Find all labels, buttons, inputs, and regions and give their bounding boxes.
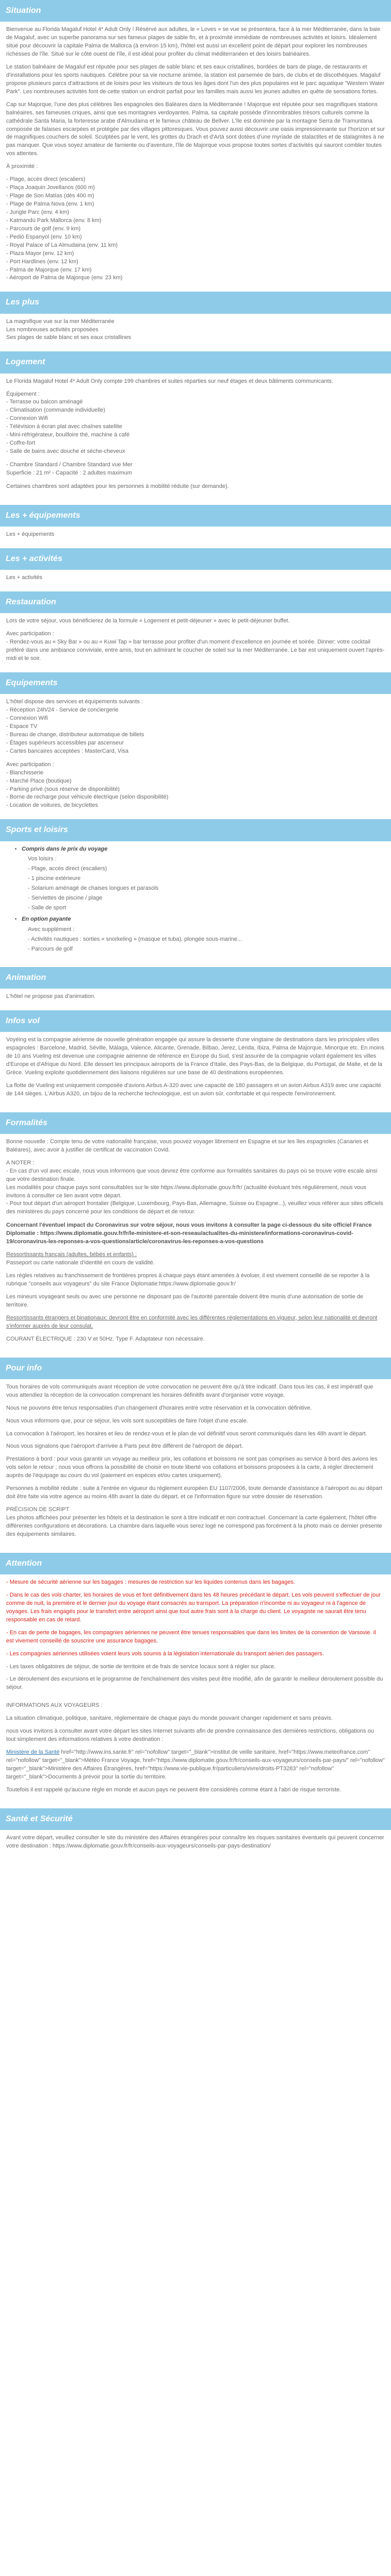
pour-info-para: Nous vous informons que, pour ce séjour, les vols sont susceptibles de faire l'objet d'une escale. bbox=[6, 1417, 248, 1424]
section-header-sante-securite: Santé et Sécurité bbox=[0, 1808, 391, 1830]
situation-intro: Bienvenue au Florida Magaluf Hotel 4* Adult Only ! Résérvé aux adultes, le « Loves » se vue se présentera, face à la mer Méditerranée, dans la baie de Magaluf, avec un superbe panorama sur ses fameux plages de sable fin, et à proximité immédiate de nombreuses activités et loisirs. Idéalement situé pour découvrir la capitale Palma de Mallorca (à environ 15 km), l'hôtel est aussi un excellent point de départ pour explorer les nombreuses richesses de l'île. Situé sur le côté ouest de l'île, il est idéal pour profiter du climat méditerranéen et des loisirs balnéaires. bbox=[6, 26, 381, 57]
equip-item: - Télévision à écran plat avec chaînes satellite bbox=[6, 423, 122, 430]
sports-item: - Salle de sport bbox=[28, 905, 66, 911]
formalites-mineurs: Les mineurs voyageant seuls ou avec une personne ne disposant pas de l'autorité parentale doivent être munis d'une autorisation de sortie de territoire. bbox=[6, 1293, 364, 1308]
section-header-pour-info: Pour info bbox=[0, 1358, 391, 1379]
nearby-item: - Palma de Majorque (env. 17 km) bbox=[6, 266, 92, 273]
formalites-noter-item: Les modalités pour chaque pays sont consultables sur le site https://www.diplomatie.gouv.fr/fr/ (actualité évoluant très régulièrement, nous vous invitons à consulter ce lien avant votre départ. bbox=[6, 1184, 367, 1199]
sports-group-label: Compris dans le prix du voyage bbox=[22, 845, 108, 852]
formalites-covid: Concernant l'éventuel impact du Coronavirus sur votre séjour, nous vous invitons à consulter la page ci-dessous du site officiel France Diplomatie : https://www.diplomatie.gouv.fr/fr/le-ministere-et-son-reseau/actualites-du-ministere/informations-coronavirus-covid-19/coronavirus-les-reponses-a-vos-questions/article/coronavirus-les-reponses-a-vos-questions bbox=[6, 1222, 372, 1245]
pour-info-para: Nous vous signalons que l'aéroport d'arrivée à Paris peut être différent de l'aéroport de départ. bbox=[6, 1443, 243, 1450]
nearby-list bbox=[6, 176, 385, 282]
section-plus-equipements bbox=[0, 505, 391, 548]
plus-item: Les nombreuses activités proposées bbox=[6, 326, 99, 333]
section-header-restauration: Restauration bbox=[0, 591, 391, 613]
sports-item: - Plage, accès direct (escaliers) bbox=[28, 866, 107, 872]
section-pour-info bbox=[0, 1358, 391, 1553]
attention-links bbox=[6, 1749, 385, 1782]
formalites-courant: COURANT ÉLECTRIQUE : 230 V et 50Hz. Type F. Adaptateur non nécessaire. bbox=[6, 1335, 205, 1342]
formalites-ressort-label: Ressortissants français (adultes, bébés et enfants) : bbox=[6, 1251, 137, 1258]
section-header-formalites: Formalités bbox=[0, 1112, 391, 1134]
section-equipements bbox=[0, 672, 391, 819]
restauration-bar: - Rendez-vous au « Sky Bar » ou au « Kuwi Tap » bar terrasse pour profiter d'un moment d'excellence en journée et soirée. Dinner: votre cocktail préféré dans une ambiance conviviale, entre amis, tout en admirant le coucher de soleil sur la mer Méditerranée. Le bar est uniquement ouvert l'après-midi et le soir. bbox=[6, 639, 385, 662]
section-les-plus bbox=[0, 292, 391, 351]
nearby-item: - Plage, accès direct (escaliers) bbox=[6, 176, 86, 183]
situation-station: Le station balnéaire de Magaluf est réputée pour ses plages de sable blanc et ses eaux cristallines, bordées de bars de plage, de restaurants et d'installations pour les sports nautiques. Célèbre pour sa vie nocturne animée, la station est parsemée de bars, de clubs et de discothèques. Magaluf propose plusieurs parcs d'attractions et de loisirs pour les visiteurs de tous les âges dont l'un des plus populaires est le parc aquatique "Western Water Park". Les nombreuses activités font de cette station un endroit parfait pour les familles mais aussi les jeunes adultes en quête de sensations fortes. bbox=[6, 63, 385, 95]
section-header-sports-loisirs: Sports et loisirs bbox=[0, 819, 391, 841]
equip-item: - Mini-réfrigérateur, bouilloire thé, machine à café bbox=[6, 432, 130, 438]
nearby-item: - Port Hardlines (env. 12 km) bbox=[6, 258, 78, 265]
formalites-rules: Les règles relatives au franchissement de frontières propres à chaque pays étant amenées à évoluer, il est vivement conseillé de se reporter à la rubrique "conseils aux voyageurs" du site France Diplomatie:https://www.diplomatie.gouv.fr/ bbox=[6, 1273, 370, 1287]
formalites-noter-item: - En cas d'un vol avec escale, nous vous informons que vous devrez être conforme aux formalités sanitaires du pays où se trouve votre escale ainsi que votre destination finale. bbox=[6, 1167, 378, 1182]
restauration-avec-label: Avec participation : bbox=[6, 631, 54, 637]
equipement-paid-item: - Parking privé (sous réserve de disponibilité) bbox=[6, 786, 120, 792]
section-logement bbox=[0, 351, 391, 504]
sports-group-label: En option payante bbox=[22, 916, 71, 923]
nearby-item: - Plage de Son Matías (dès 400 m) bbox=[6, 193, 94, 199]
section-header-animation: Animation bbox=[0, 967, 391, 989]
section-sante-securite bbox=[0, 1808, 391, 1865]
equipement-item: - Connexion Wifi bbox=[6, 715, 48, 721]
sports-group-optional bbox=[22, 916, 385, 954]
restauration-intro: Lors de votre séjour, vous bénéficierez de la formule « Logement et petit-déjeuner » avec le petit-déjeuner buffet. bbox=[6, 618, 290, 624]
equip-item: - Terrasse ou balcon aménagé bbox=[6, 399, 83, 405]
attention-plain-item: - Les taxes obligatoires de séjour, de sortie de territoire et de frais de service locaux sont à régler sur place. bbox=[6, 1663, 276, 1670]
equipement-item: - Cartes bancaires acceptées : MasterCard, Visa bbox=[6, 748, 129, 754]
section-header-situation: Situation bbox=[0, 0, 391, 22]
logement-equip-label: Équipement : bbox=[6, 391, 40, 397]
attention-infos-item: nous vous invitons à consulter avant votre départ les sites Internet suivants afin de prendre connaissance des dernières restrictions, obligations ou tout simplement des informations relatives à votre destination : bbox=[6, 1728, 374, 1743]
equipements-intro: L'hôtel dispose des services et équipements suivants : bbox=[6, 699, 143, 705]
attention-red-item: - Les compagnies aériennes utilisées voient leurs vols soumis à la législation internationale du transport aérien des passagers. bbox=[6, 1650, 324, 1657]
logement-note: Certaines chambres sont adaptées pour les personnes à mobilité réduite (sur demande). bbox=[6, 483, 229, 489]
nearby-item: - Katmandú Park Mallorca (env. 8 km) bbox=[6, 217, 102, 224]
nearby-item: - Plaça Joaquin Jovellanos (600 m) bbox=[6, 184, 95, 191]
plus-activites-text: Les + activités bbox=[6, 574, 43, 581]
equip-item: - Climatisation (commande individuelle) bbox=[6, 407, 105, 414]
pour-info-para: Nous ne pouvons être tenus responsables d'un changement d'horaires entre votre réservation et la convocation définitive. bbox=[6, 1404, 312, 1411]
nearby-item: - Plaza Mayor (env. 12 km) bbox=[6, 250, 74, 257]
sports-item: - Serviettes de piscine / plage bbox=[28, 895, 103, 902]
equipement-item: - Réception 24h/24 - Service de conciergerie bbox=[6, 707, 119, 714]
plus-item: Ses plages de sable blanc et ses eaux cristallines bbox=[6, 334, 132, 341]
sports-item: - 1 piscine extérieure bbox=[28, 875, 81, 882]
section-infos-vol bbox=[0, 1010, 391, 1112]
attention-links-text: href="http://www.ins.sante.fr" rel="nofollow" target="_blank">Institut de veille sanitaire, href="https://www.meteofrance.com" rel="nofollow" target="_blank">Météo France Voyage, href="https://www.diplomatie.gouv.fr/fr/conseils-aux-voyageurs/conseils-par-pays/" rel="nofollow" target="_blank">Ministère des Affaires Étrangères, href="https://www.vie-publique.fr/particuliers/vivre/droits-PT3283" rel="nofollow" target="_blank">Documents à prévoir pour la sortie du territoire. bbox=[6, 1749, 385, 1780]
situation-nearby-label: À proximité : bbox=[6, 163, 38, 170]
attention-infos-item: La situation climatique, politique, sanitaire, réglementaire de chaque pays du monde pouvant changer rapidement et sans préavis. bbox=[6, 1715, 333, 1722]
infos-vol-airline: Voyéing est la compagnie aérienne de nouvelle génération engagée qui assure la desserte d'une vingtaine de destinations dans les principales villes espagnoles : Barcelone, Madrid, Séville, Málaga, Valence, Alicante, Grenade, Bilbao, Jerez, Lérida, Ibiza, Palma de Majorque, Minorque etc. En moins de 10 ans Vueling est devenue une compagnie aérienne de référence en Europe du Sud, s'est assurée de la compagnie volant également les villes d'Europe et d'Afrique du Nord. Elle dessert les principaux aéroports de la France d'Italie, des Pays-Bas, de la Belgique, du Portugal, de Malte, et de la Grèce. Vueling exploite quotidiennement des liaisons régulières sur une base de 40 destinations européennes. bbox=[6, 1037, 384, 1076]
attention-infos-label: INFORMATIONS AUX VOYAGEURS : bbox=[6, 1702, 103, 1709]
sports-item: - Solarium aménagé de chaises longues et parasols bbox=[28, 885, 159, 892]
section-formalites bbox=[0, 1112, 391, 1358]
pour-info-para: La convocation à l'aéroport, les horaires et lieu de rendez-vous et le plan de vol définitif vous seront communiqués dans les 48h avant le départ. bbox=[6, 1430, 367, 1437]
section-header-les-plus: Les plus bbox=[0, 292, 391, 313]
section-header-attention: Attention bbox=[0, 1553, 391, 1574]
attention-footer: Toutefois il est rappelé qu'aucune règle en monde et aucun pays ne peuvent être considérés comme étant à l'abri de risque terroriste. bbox=[6, 1786, 341, 1793]
equipement-paid-item: - Marché Place (boutique) bbox=[6, 777, 72, 784]
pour-info-para: Tous horaires de vols communiqués avant réception de votre convocation ne peuvent être qu'à titre indicatif. Dans tous les cas, il est impératif que vous attendiez la réception de la convocation comprenant les horaires définitifs avant d'organiser votre voyage. bbox=[6, 1383, 373, 1398]
pour-info-para: Prestations à bord : pour vous garantir un voyage au meilleur prix, les collations et boissons ne sont pas comprises au service à bord des avions les vols selon le retour ; nous vous offrons la possibilité de choisir en toute liberté vos collations et boissons proposées à la carte, à régler directement auprès de l'équipage au cours du vol (paiement en espèces et/ou cartes uniquement). bbox=[6, 1456, 378, 1479]
nearby-item: - Pedió Espanyol (env. 10 km) bbox=[6, 233, 82, 240]
attention-red-item: - Mesure de sécurité aérienne sur les bagages : mesures de restriction sur les liquides contenus dans les bagages. bbox=[6, 1579, 296, 1585]
equip-item: - Connexion Wifi bbox=[6, 415, 48, 422]
equipement-paid-item: - Borne de recharge pour véhicule électrique (selon disponibilité) bbox=[6, 794, 169, 801]
section-restauration bbox=[0, 591, 391, 672]
sports-group-intro: Vos loisirs : bbox=[28, 856, 57, 862]
section-header-infos-vol: Infos vol bbox=[0, 1010, 391, 1032]
sports-groups bbox=[6, 845, 385, 954]
section-situation bbox=[0, 0, 391, 292]
section-header-equipements: Equipements bbox=[0, 672, 391, 694]
logement-intro: Le Florida Magaluf Hotel 4* Adult Only compte 199 chambres et suites réparties sur neuf étages et deux bâtiments communicants. bbox=[6, 378, 334, 384]
section-header-logement: Logement bbox=[0, 351, 391, 373]
section-header-plus-activites: Les + activités bbox=[0, 548, 391, 570]
plus-item: La magnifique vue sur la mer Méditerranée bbox=[6, 318, 115, 325]
ministere-sante-link[interactable]: Ministère de la Santé bbox=[6, 1749, 60, 1756]
formalites-intro: Bonne nouvelle : Compte tenu de votre nationalité française, vous pouvez voyager librement en Espagne et sur les îles espagnoles (Canaries et Baléares), avec avoir à justifier de certificat de vaccination Covid. bbox=[6, 1138, 368, 1153]
attention-red-block bbox=[6, 1579, 385, 1658]
nearby-item: - Royal Palace of La Almudaina (env. 11 km) bbox=[6, 242, 118, 248]
infos-vol-fleet: La flotte de Vueling est uniquement composée d'avions Airbus A-320 avec une capacité de 180 passagers et un avion Airbus A319 avec une capacité de 144 sièges. L'Airbus A320, un bijou de la recherche technologique, est un avion sûr, confortable et qui respecte l'environnement. bbox=[6, 1082, 381, 1097]
formalites-etrangers: Ressortissants étrangers et binationaux: devront être en conformité avec les différentes réglementations en vigueur, selon leur nationalité et devront s'informer auprès de leur consulat. bbox=[6, 1314, 378, 1329]
pour-info-para: Les photos affichées pour présenter les hôtels et la destination le sont à titre indicatif et non contractuel. Concernant la carte également, l'hôtel offre différentes configurations et décorations. La chambre dans laquelle vous serez logé ne correspond pas forcément à la photo mais ce dernier présente des équipements similaires. bbox=[6, 1515, 382, 1537]
attention-red-item: - Dans le cas des vols charter, les horaires de vous et font définitivement dans les 48 heures précédant le départ. Les vols peuvent s'effectuer de jour comme de nuit, la première et le dernier jour du voyage étant consacrés au transport. La préparation n'incombe ni au voyageur ni à l'agence de voyages. Les frais engagés pour le transfert entre aéroport ainsi que tout autre frais sont à la charge du client. Le voyagiste ne saurait être tenu responsable en cas de retard. bbox=[6, 1591, 381, 1623]
sante-text: Avant votre départ, veuillez consulter le site du ministère des Affaires étrangères pour connaître les risques sanitaires éventuels qui peuvent concerner votre destination : https://www.diplomatie.gouv.fr/fr/conseils-aux-voyageurs/conseils-par-pays-destination/ bbox=[6, 1834, 384, 1849]
formalites-ressort-line: Passeport ou carte nationale d'identité en cours de validité. bbox=[6, 1260, 155, 1266]
sports-group-intro: Avec supplément : bbox=[28, 926, 75, 933]
nearby-item: - Parcours de golf (env. 9 km) bbox=[6, 225, 81, 232]
attention-plain-item: - Le déroulement des excursions et le programme de l'enchaînement des visites peut être modifié, afin de garantir le meilleur déroulement possible du séjour. bbox=[6, 1676, 383, 1691]
section-plus-activites bbox=[0, 548, 391, 591]
formalites-noter-item: - Pour tout départ d'un aéroport frontalier (Belgique, Luxembourg, Pays-Bas, Allemagne, Suisse ou Espagne...), veuillez vous référer aux sites officiels des ministères du pays concerné pour les conditions de départ et de retour. bbox=[6, 1200, 383, 1215]
section-sports-loisirs bbox=[0, 819, 391, 967]
section-animation bbox=[0, 967, 391, 1010]
formalites-noter-label: A NOTER : bbox=[6, 1159, 35, 1166]
attention-red-item: - En cas de perte de bagages, les compagnies aériennes ne peuvent être tenues responsables que dans les limites de la convention de Varsovie. Il est vivement conseillé de souscrire une assurance bagages. bbox=[6, 1629, 377, 1644]
equip-item: - Salle de bains avec douche et sèche-cheveux bbox=[6, 448, 125, 455]
nearby-item: - Aéroport de Palma de Majorque (env. 23 km) bbox=[6, 275, 123, 281]
room-surface: Superficie : 21 m² - Capacité : 2 adultes maximum bbox=[6, 469, 132, 476]
sports-item: - Parcours de golf bbox=[28, 945, 73, 952]
situation-majorque: Cap sur Majorque, l'une des plus célèbres îles espagnoles des Baléares dans la Méditerranée ! Majorque est réputée pour ses magnifiques stations balnéaires, ses fameuses criques, ainsi que ses montagnes verdoyantes. Palma, sa capitale possède d'innombrables trésors culturels comme la cathédrale Santa Maria, la forteresse arabe d'Almudaina et le fameux château de Bellver. L'île est dominée par la montagne Serra de Tramuntana composée de falaises escarpées et protégée par des villages pittoresques. Vous pouvez aussi découvrir une oasis impressionnante sur l'horizon et sur de magnifiques couchers de soleil. Sculptées par le vent, les grottes du Drach et d'Artà sont dotées d'une myriade de stalactites et de stalagmites à ne pas manquer. Que vous soyez amateur de farniente ou d'aventure, l'île de Majorque vous propose toutes sortes d'activités qui sauront combler toutes vos attentes. bbox=[6, 101, 385, 157]
pour-info-precision-label: PRÉCISION DE SCRIPT bbox=[6, 1506, 70, 1513]
nearby-item: - Jungle Parc (env. 4 km) bbox=[6, 209, 70, 215]
section-attention bbox=[0, 1553, 391, 1808]
nearby-item: - Plage de Palma Nova (env. 1 km) bbox=[6, 201, 94, 207]
plus-equipements-text: Les + équipements bbox=[6, 531, 55, 537]
equipement-paid-item: - Blanchisserie bbox=[6, 769, 44, 776]
sports-item: - Activités nautiques : sorties « snorkeling » (masque et tuba), plongée sous-marine... bbox=[28, 936, 242, 942]
equip-item: - Coffre-fort bbox=[6, 440, 36, 447]
equipement-item: - Bureau de change, distributeur automatique de billets bbox=[6, 731, 144, 738]
sports-group-included bbox=[22, 845, 385, 913]
pour-info-para: Personnes à mobilité réduite : suite à l'entrée en vigueur du règlement européen EU 1107/2006, toute demande d'assistance à l'aéroport ou au départ doit être faite via votre agence au moins 48h avant la date du départ, et ce l'information figure sur votre dossier de réservation. bbox=[6, 1485, 382, 1500]
section-header-plus-equipements: Les + équipements bbox=[0, 505, 391, 527]
equipement-item: - Espace TV bbox=[6, 723, 38, 730]
equipements-avec-label: Avec participation : bbox=[6, 761, 54, 768]
equipement-item: - Étages supérieurs accessibles par ascenseur bbox=[6, 739, 124, 746]
equipement-paid-item: - Location de voitures, de bicyclettes bbox=[6, 802, 98, 809]
room-type: - Chambre Standard / Chambre Standard vue Mer bbox=[6, 462, 133, 468]
animation-text: L'hôtel ne propose pas d'animation. bbox=[6, 993, 95, 999]
